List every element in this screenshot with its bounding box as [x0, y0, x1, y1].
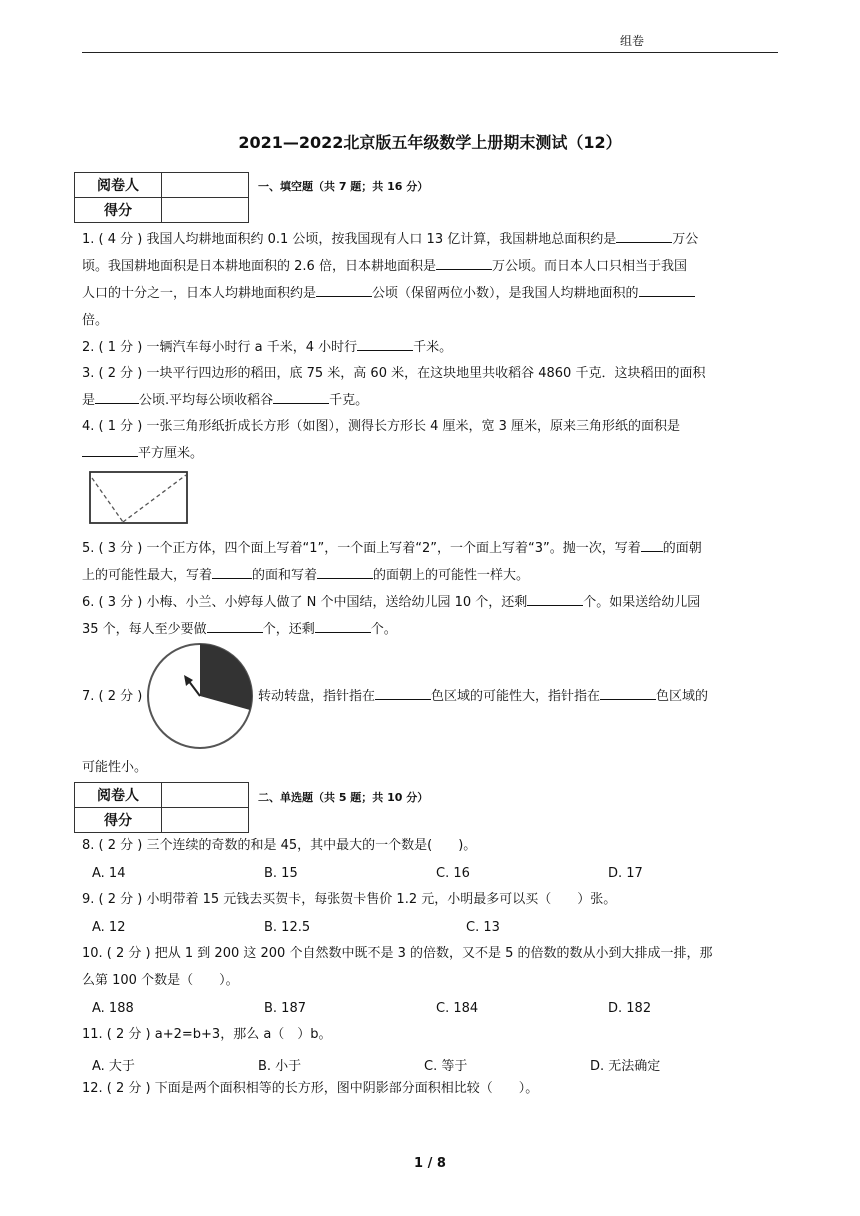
reviewer-label: 阅卷人: [75, 783, 162, 808]
question-10-line-2: 么第 100 个数是（ ）。: [82, 973, 239, 988]
question-3-line-1: 3. ( 2 分 ) 一块平行四边形的稻田，底 75 米，高 60 米，在这块地里共收稻谷 4860 千克．这块稻田的面积: [82, 366, 706, 381]
q9-option-a[interactable]: A. 12: [92, 920, 126, 935]
answer-blank[interactable]: [95, 389, 139, 404]
q9-option-b[interactable]: B. 12.5: [264, 920, 311, 935]
spinner-figure: [144, 640, 256, 752]
page-number: 1 / 8: [414, 1156, 446, 1171]
answer-blank[interactable]: [641, 537, 663, 552]
reviewer-cell: [162, 783, 249, 808]
question-6-line-1: 6. ( 3 分 ) 小梅、小兰、小婷每人做了 N 个中国结，送给幼儿园 10 个，还剩 个。如果送给幼儿园: [82, 589, 782, 616]
q8-option-b[interactable]: B. 15: [264, 866, 298, 881]
q11-option-d[interactable]: D. 无法确定: [590, 1059, 661, 1074]
answer-blank[interactable]: [639, 282, 695, 297]
score-cell: [162, 808, 249, 833]
q10-option-d[interactable]: D. 182: [608, 1001, 652, 1016]
question-1-line-2: 顷。我国耕地面积是日本耕地面积的 2.6 倍，日本耕地面积是 万公顷。而日本人口只相当于我国: [82, 253, 782, 280]
question-1-line-1: 1. ( 4 分 ) 我国人均耕地面积约 0.1 公顷，按我国现有人口 13 亿计算，我国耕地总面积约是 万公: [82, 226, 782, 253]
question-11: 11. ( 2 分 ) a+2=b+3，那么 a（ ）b。: [82, 1027, 332, 1042]
question-7-prefix: 7. ( 2 分 ): [82, 689, 143, 704]
question-6-line-2: 35 个，每人至少要做 个，还剩 个。: [82, 616, 782, 643]
reviewer-label: 阅卷人: [75, 173, 162, 198]
answer-blank[interactable]: [436, 255, 492, 270]
fold-line-right: [123, 475, 186, 522]
question-8: 8. ( 2 分 ) 三个连续的奇数的和是 45，其中最大的一个数是( )。: [82, 838, 477, 853]
answer-blank[interactable]: [315, 618, 371, 633]
question-9: 9. ( 2 分 ) 小明带着 15 元钱去买贺卡，每张贺卡售价 1.2 元，小明最多可以买（ ）张。: [82, 892, 617, 907]
q8-option-c[interactable]: C. 16: [436, 866, 470, 881]
q10-option-a[interactable]: A. 188: [92, 1001, 134, 1016]
q11-option-b[interactable]: B. 小于: [258, 1059, 302, 1074]
grader-table-1: [74, 172, 249, 223]
answer-blank[interactable]: [317, 564, 373, 579]
q10-option-b[interactable]: B. 187: [264, 1001, 306, 1016]
question-7-text: 转动转盘，指针指在 色区域的可能性大，指针指在 色区域的: [258, 685, 708, 704]
q11-option-a[interactable]: A. 大于: [92, 1059, 135, 1074]
question-7-line-2: 可能性小。: [82, 760, 148, 775]
question-10-line-1: 10. ( 2 分 ) 把从 1 到 200 这 200 个自然数中既不是 3 的倍数，又不是 5 的倍数的数从小到大排成一排，那: [82, 946, 713, 961]
section-heading-single-choice: 二、单选题（共 5 题；共 10 分）: [258, 791, 429, 804]
header-divider: [82, 52, 778, 53]
folded-rectangle-figure: [88, 470, 190, 526]
question-1-line-4: 倍。: [82, 313, 109, 328]
question-4-line-2: 平方厘米。: [82, 440, 782, 467]
answer-blank[interactable]: [375, 685, 431, 700]
question-5-line-2: 上的可能性最大，写着 的面和写着 的面朝上的可能性一样大。: [82, 562, 782, 589]
fold-line-left: [92, 478, 123, 522]
answer-blank[interactable]: [273, 389, 329, 404]
answer-blank[interactable]: [616, 228, 672, 243]
answer-blank[interactable]: [82, 442, 138, 457]
answer-blank[interactable]: [207, 618, 263, 633]
answer-blank[interactable]: [357, 336, 413, 351]
question-3-line-2: 是 公顷.平均每公顷收稻谷 千克。: [82, 387, 782, 414]
q10-option-c[interactable]: C. 184: [436, 1001, 479, 1016]
score-cell: [162, 198, 249, 223]
answer-blank[interactable]: [527, 591, 583, 606]
answer-blank[interactable]: [212, 564, 252, 579]
q11-option-c[interactable]: C. 等于: [424, 1059, 468, 1074]
q8-option-a[interactable]: A. 14: [92, 866, 126, 881]
q8-option-d[interactable]: D. 17: [608, 866, 643, 881]
question-5-line-1: 5. ( 3 分 ) 一个正方体，四个面上写着“1”，一个面上写着“2”，一个面上写着“3”。抛一次，写着 的面朝: [82, 535, 782, 562]
page-title: 2021—2022北京版五年级数学上册期末测试（12）: [238, 133, 622, 152]
question-4-line-1: 4. ( 1 分 ) 一张三角形纸折成长方形（如图），测得长方形长 4 厘米，宽 3 厘米，原来三角形纸的面积是: [82, 419, 681, 434]
score-label: 得分: [75, 808, 162, 833]
answer-blank[interactable]: [600, 685, 656, 700]
grader-table-2: [74, 782, 249, 833]
score-label: 得分: [75, 198, 162, 223]
header-label: 组卷: [620, 34, 645, 48]
question-2: 2. ( 1 分 ) 一辆汽车每小时行 a 千米，4 小时行 千米。: [82, 334, 782, 361]
rectangle-outline: [90, 472, 187, 523]
reviewer-cell: [162, 173, 249, 198]
question-12: 12. ( 2 分 ) 下面是两个面积相等的长方形，图中阴影部分面积相比较（ ）。: [82, 1081, 539, 1096]
q9-option-c[interactable]: C. 13: [466, 920, 500, 935]
section-heading-fill-blank: 一、填空题（共 7 题；共 16 分）: [258, 180, 429, 193]
question-1-line-3: 人口的十分之一，日本人均耕地面积约是 公顷（保留两位小数），是我国人均耕地面积的: [82, 280, 782, 307]
answer-blank[interactable]: [316, 282, 372, 297]
